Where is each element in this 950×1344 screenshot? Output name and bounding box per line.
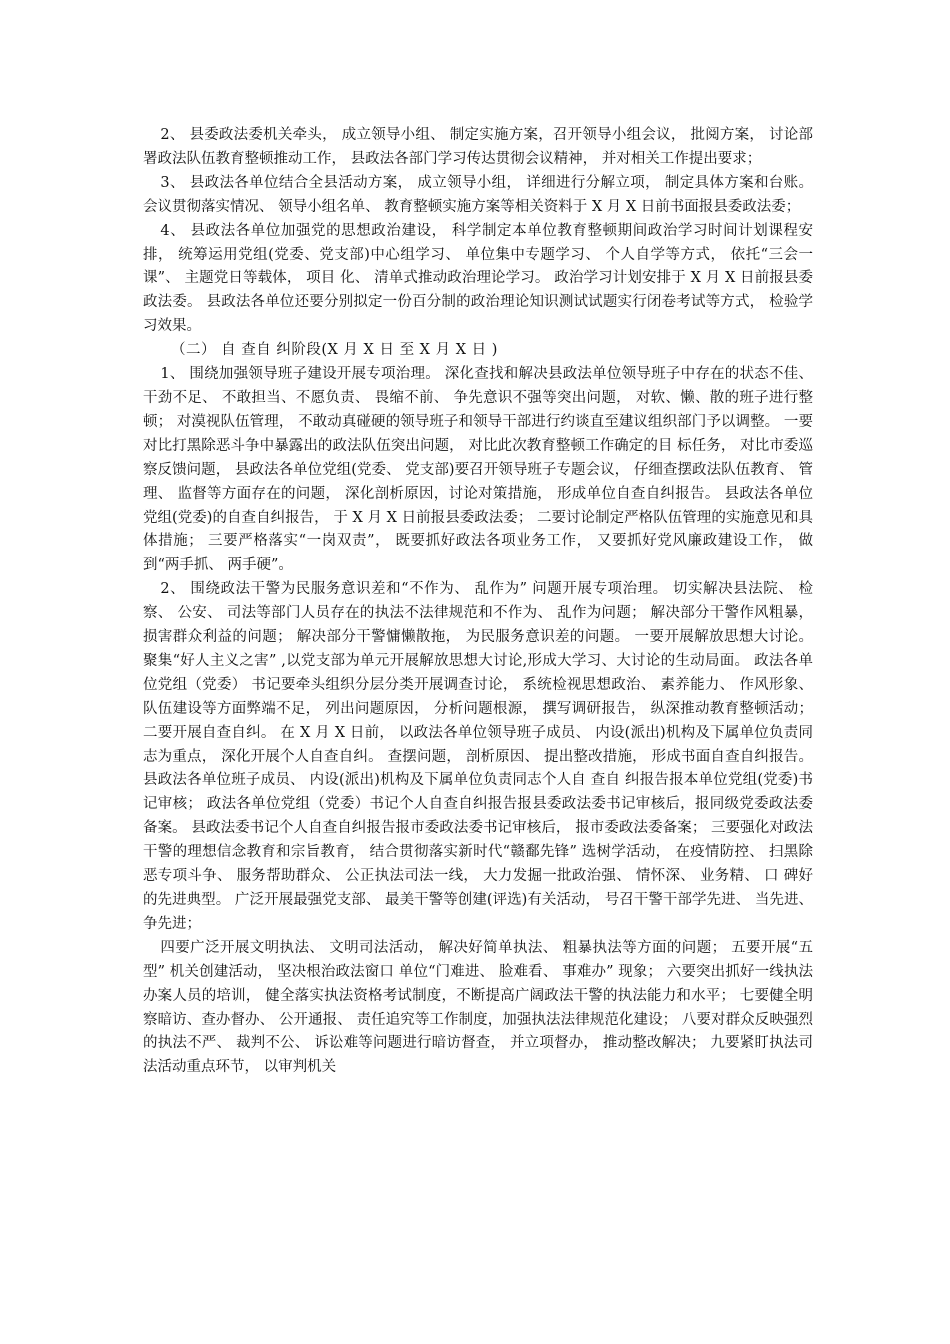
section-paragraph-1: 1、 围绕加强领导班子建设开展专项治理。 深化查找和解决县政法单位领导班子中存在的状态不佳、 干劲不足、 不敢担当、不愿负责、 畏缩不前、 争先意识不强等突出问题， 对软、懒、散的班子进行整顿； 对漠视队伍管理， 不敢动真碰硬的领导班子和领导干部进行约谈直至建议组织部门予以调整。 一要对比打黑除恶斗争中暴露出的政法队伍突出问题， 对比此次教育整顿工作确定的目 标任务， 对比市委巡察反馈问题， 县政法各单位党组(党委、 党支部)要召开领导班子专题会议， 仔细查摆政法队伍教育、 管理、 监督等方面存在的问题， 深化剖析原因，讨论对策措施， 形成单位自查自纠报告。 县政法各单位党组(党委)的自查自纠报告， 于 X 月 X 日前报县委政法委； 二要讨论制定严格队伍管理的实施意见和具体措施； 三要严格落实“一岗双责”， 既要抓好政法各项业务工作， 又要抓好党风廉政建设工作， 做到“两手抓、 两手硬”。 [143,366,813,574]
document-body [143,124,813,1080]
paragraph-item-2: 2、 县委政法委机关牵头， 成立领导小组、 制定实施方案，召开领导小组会议， 批阅方案， 讨论部署政法队伍教育整顿推动工作， 县政法各部门学习传达贯彻会议精神， 并对相关工作提出要求； [143,127,813,167]
section-heading: （二） 自 查自 纠阶段(X 月 X 日 至 X 月 X 日 ) [171,342,498,359]
paragraph-item-3: 3、 县政法各单位结合全县活动方案， 成立领导小组， 详细进行分解立项， 制定具体方案和台账。 会议贯彻落实情况、 领导小组名单、 教育整顿实施方案等相关资料于 X 月 X 日前书面报县委政法委； [143,174,813,215]
section-paragraph-2: 2、 围绕政法干警为民服务意识差和“不作为、 乱作为” 问题开展专项治理。 切实解决县法院、 检察、 公安、 司法等部门人员存在的执法不法律规范和不作为、 乱作为问题； 解决部分干警作风粗暴， 损害群众利益的问题； 解决部分干警慵懒散拖， 为民服务意识差的问题。 一要开展解放思想大讨论。 聚集“好人主义之害” ,以党支部为单元开展解放思想大讨论,形成大学习、大讨论的生动局面。 政法各单位党组（党委） 书记要牵头组织分层分类开展调查讨论， 系统检视思想政治、 素养能力、 作风形象、 队伍建设等方面弊端不足， 列出问题原因， 分析问题根源， 撰写调研报告， 纵深推动教育整顿活动； 二要开展自查自纠。 在 X 月 X 日前， 以政法各单位领导班子成员、 内设(派出)机构及下属单位负责同志为重点， 深化开展个人自查自纠。 查摆问题， 剖析原因、 提出整改措施， 形成书面自查自纠报告。县政法各单位班子成员、 内设(派出)机构及下属单位负责同志个人自 查自 纠报告报本单位党组(党委)书记审核； 政法各单位党组（党委）书记个人自查自纠报告报县委政法委书记审核后，报同级党委政法委备案。 县政法委书记个人自查自纠报告报市委政法委书记审核后， 报市委政法委备案； 三要强化对政法干警的理想信念教育和宗旨教育， 结合贯彻落实新时代“赣鄱先锋” 选树学活动， 在疫情防控、 扫黑除恶专项斗争、 服务帮助群众、 公正执法司法一线， 大力发掘一批政治强、 情怀深、 业务精、 口 碑好的先进典型。 广泛开展最强党支部、 最美干警等创建(评选)有关活动， 号召干警干部学先进、 当先进、 争先进； [143,581,813,932]
section-paragraph-3: 四要广泛开展文明执法、 文明司法活动， 解决好简单执法、 粗暴执法等方面的问题； 五要开展“五型” 机关创建活动， 坚决根治政法窗口 单位“门难进、 脸难看、 事难办” 现象； 六要突出抓好一线执法办案人员的培训， 健全落实执法资格考试制度，不断提高广阔政法干警的执法能力和水平； 七要健全明察暗访、查办督办、 公开通报、 责任追究等工作制度，加强执法法律规范化建设； 八要对群众反映强烈的执法不严、 裁判不公、 诉讼难等问题进行暗访督查， 并立项督办， 推动整改解决； 九要紧盯执法司法活动重点环节， 以审判机关 [143,939,813,1076]
paragraph-item-4: 4、 县政法各单位加强党的思想政治建设， 科学制定本单位教育整顿期间政治学习时间计划课程安排， 统筹运用党组(党委、党支部)中心组学习、 单位集中专题学习、 个人自学等方式， 依托“三会一课”、 主题党日等载体， 项目 化、 清单式推动政治理论学习。 政治学习计划安排于 X 月 X 日前报县委政法委。 县政法各单位还要分别拟定一份百分制的政治理论知识测试试题实行闭卷考试等方式， 检验学习效果。 [143,222,813,335]
